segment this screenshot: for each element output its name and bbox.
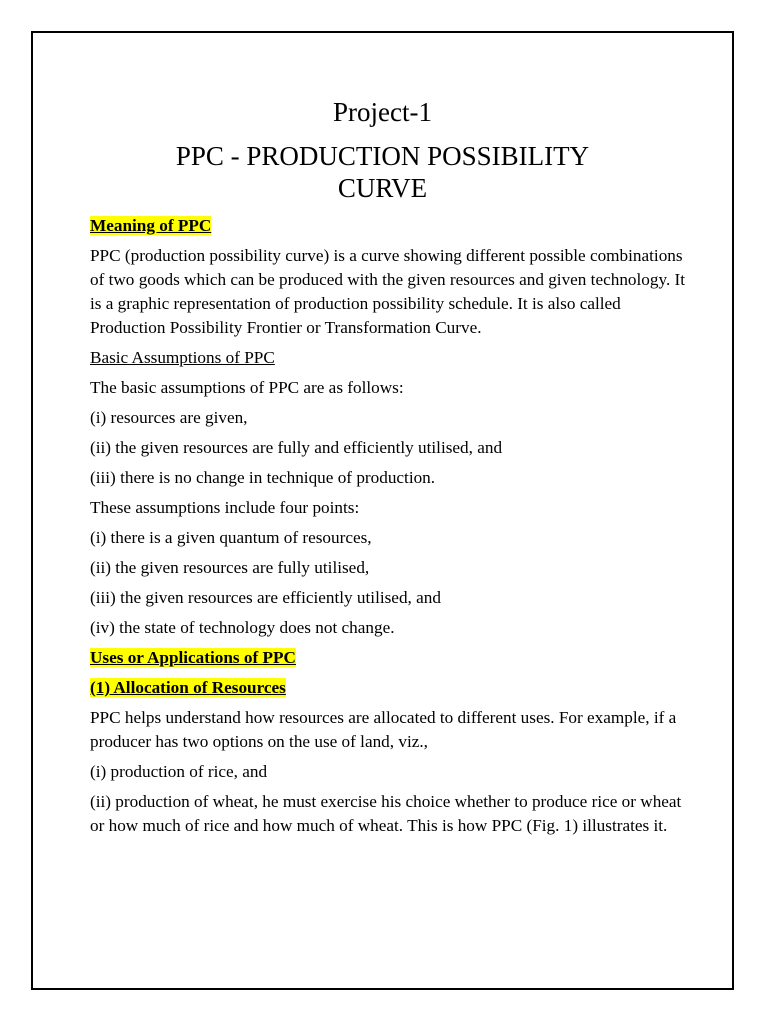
assumption-item: (i) resources are given, [90,408,248,427]
document-title-line2: CURVE [337,173,428,203]
assumption-item: (iii) there is no change in technique of production. [90,468,436,487]
uses-heading-text: Uses or Applications of PPC [90,648,296,667]
assumption-point: (i) there is a given quantum of resources, [90,528,372,547]
assumptions-heading-text: Basic Assumptions of PPC [90,348,275,367]
assumption-item: (ii) the given resources are fully and efficiently utilised, and [90,438,503,457]
document-title-line1: PPC - PRODUCTION POSSIBILITY [175,141,590,171]
assumptions-intro: The basic assumptions of PPC are as follows: [90,378,404,397]
allocation-heading-text: (1) Allocation of Resources [90,678,286,697]
document-title [31,140,734,204]
meaning-paragraph: PPC (production possibility curve) is a curve showing different possible combinations of two goods which can be produced with the given resources and given technology. It is a graphic representation of production possibility schedule. It is also called Production Possibility Frontier or Transformation Curve. [90,246,686,337]
assumption-point: (iii) the given resources are efficiently utilised, and [90,588,441,607]
meaning-heading-text: Meaning of PPC [90,216,212,235]
allocation-paragraph: PPC helps understand how resources are allocated to different uses. For example, if a producer has two options on the use of land, viz., [90,708,677,751]
assumption-point: (iv) the state of technology does not change. [90,618,395,637]
assumptions-heading [90,346,690,370]
meaning-heading [90,214,690,238]
assumptions-intro-2: These assumptions include four points: [90,498,360,517]
allocation-item: (i) production of rice, and [90,762,268,781]
uses-heading [90,646,690,670]
allocation-heading [90,676,690,700]
document-body [90,214,690,844]
allocation-item: (ii) production of wheat, he must exercise his choice whether to produce rice or wheat or how much of rice and how much of wheat. This is how PPC (Fig. 1) illustrates it. [90,792,682,835]
project-title: Project-1 [333,97,432,127]
assumption-point: (ii) the given resources are fully utilised, [90,558,370,577]
